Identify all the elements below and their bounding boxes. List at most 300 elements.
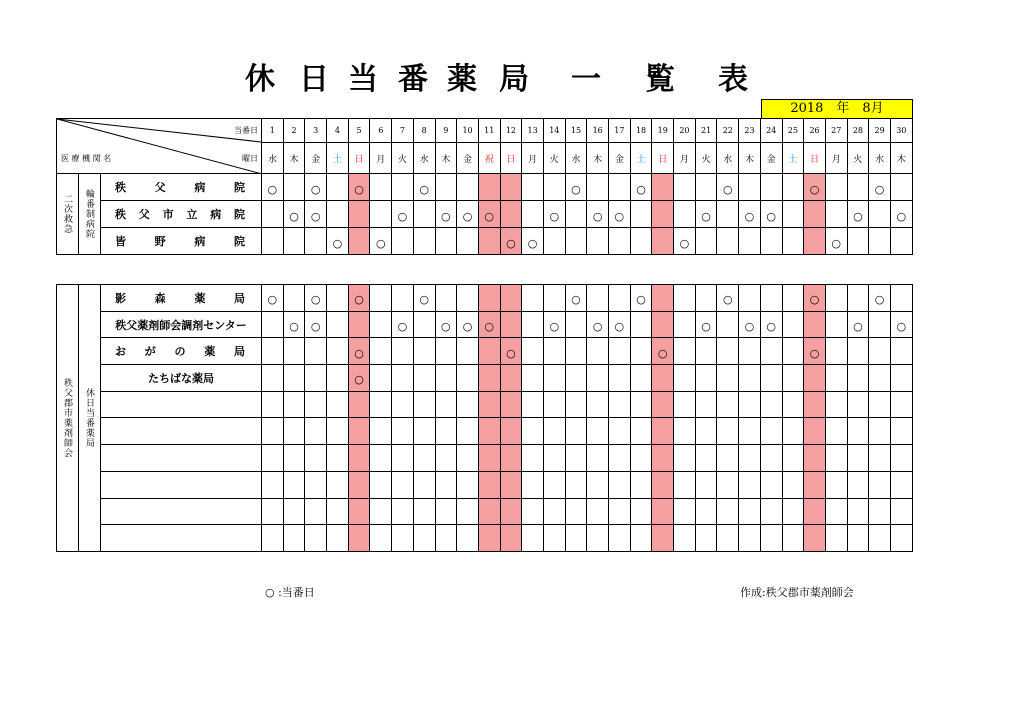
day-cell	[543, 525, 565, 552]
weekday: 日	[348, 143, 370, 174]
day-cell	[825, 174, 847, 201]
day-number: 28	[847, 119, 869, 143]
day-cell	[587, 498, 609, 525]
day-cell	[890, 311, 912, 338]
day-cell	[565, 445, 587, 472]
day-cell	[262, 338, 284, 365]
day-cell	[565, 311, 587, 338]
day-cell	[890, 174, 912, 201]
day-cell	[522, 201, 544, 228]
day-cell	[348, 201, 370, 228]
day-cell	[262, 201, 284, 228]
name-char: 院	[233, 235, 245, 248]
day-cell	[348, 471, 370, 498]
institution-name	[101, 201, 262, 228]
duty-mark: ○	[549, 320, 560, 334]
day-cell	[283, 418, 305, 445]
duty-mark: ○	[853, 209, 863, 223]
institution-name	[101, 445, 262, 472]
day-cell	[478, 228, 500, 255]
day-cell	[717, 365, 739, 392]
day-cell	[262, 228, 284, 255]
day-cell	[782, 418, 804, 445]
duty-mark: ○	[310, 320, 321, 334]
day-number: 10	[457, 119, 479, 143]
day-cell	[717, 338, 739, 365]
table-row	[57, 338, 913, 365]
day-cell	[825, 391, 847, 418]
day-cell	[825, 498, 847, 525]
day-cell	[890, 471, 912, 498]
day-cell	[522, 498, 544, 525]
institution-name-text	[101, 179, 261, 195]
day-cell	[413, 445, 435, 472]
day-cell	[370, 498, 392, 525]
table-row	[57, 365, 913, 392]
day-cell	[565, 391, 587, 418]
day-cell	[543, 228, 565, 255]
day-cell	[478, 285, 500, 312]
duty-mark: ○	[484, 209, 495, 223]
day-cell	[782, 391, 804, 418]
day-number: 9	[435, 119, 457, 143]
day-cell	[609, 365, 631, 392]
duty-mark: ○	[354, 293, 364, 307]
day-cell	[674, 445, 696, 472]
day-number: 5	[348, 119, 370, 143]
day-number: 12	[500, 119, 522, 143]
day-cell	[565, 285, 587, 312]
author-credit: 作成:秩父郡市薬剤師会	[740, 586, 854, 599]
name-char: 局	[233, 291, 245, 305]
day-cell	[262, 391, 284, 418]
day-number: 8	[413, 119, 435, 143]
weekday: 木	[283, 143, 305, 174]
day-cell	[543, 418, 565, 445]
day-cell	[435, 338, 457, 365]
day-cell	[565, 174, 587, 201]
day-cell	[522, 285, 544, 312]
day-number: 6	[370, 119, 392, 143]
day-cell	[890, 201, 912, 228]
day-cell	[739, 498, 761, 525]
duty-mark: ○	[354, 346, 364, 360]
day-cell	[522, 228, 544, 255]
day-cell	[435, 445, 457, 472]
day-cell	[587, 445, 609, 472]
day-cell	[305, 174, 327, 201]
day-cell	[413, 311, 435, 338]
table-row	[57, 445, 913, 472]
day-cell	[262, 445, 284, 472]
day-cell	[543, 445, 565, 472]
duty-mark: ○	[809, 293, 820, 307]
day-number: 1	[262, 119, 284, 143]
day-cell	[500, 445, 522, 472]
day-cell	[782, 201, 804, 228]
day-cell	[782, 311, 804, 338]
day-cell	[348, 525, 370, 552]
day-cell	[847, 391, 869, 418]
day-cell	[543, 365, 565, 392]
day-cell	[847, 228, 869, 255]
day-cell	[652, 525, 674, 552]
day-cell	[327, 338, 349, 365]
day-cell	[305, 525, 327, 552]
weekday: 祝	[478, 143, 500, 174]
day-cell	[565, 365, 587, 392]
day-cell	[674, 418, 696, 445]
day-cell	[782, 498, 804, 525]
day-cell	[587, 201, 609, 228]
duty-mark: ○	[527, 236, 538, 250]
weekday: 月	[674, 143, 696, 174]
day-cell	[435, 311, 457, 338]
day-cell	[262, 525, 284, 552]
day-cell	[413, 338, 435, 365]
day-number: 30	[890, 119, 912, 143]
day-cell	[435, 498, 457, 525]
duty-mark: ○	[571, 182, 581, 196]
day-number: 13	[522, 119, 544, 143]
table-row	[57, 391, 913, 418]
institution-name	[101, 338, 262, 365]
day-cell	[283, 338, 305, 365]
day-cell	[478, 338, 500, 365]
day-cell	[457, 201, 479, 228]
weekday: 木	[587, 143, 609, 174]
day-cell	[305, 471, 327, 498]
day-cell	[305, 498, 327, 525]
day-cell	[543, 201, 565, 228]
duty-mark: ○	[614, 320, 625, 334]
day-cell	[630, 391, 652, 418]
name-char: 病	[210, 208, 222, 221]
institution-label: 医 療 機 関 名	[61, 154, 112, 163]
day-cell	[348, 498, 370, 525]
day-cell	[804, 445, 826, 472]
day-cell	[348, 311, 370, 338]
day-number: 11	[478, 119, 500, 143]
day-cell	[392, 285, 414, 312]
day-cell	[630, 228, 652, 255]
duty-mark: ○	[853, 320, 863, 334]
day-cell	[370, 285, 392, 312]
diagonal-lines	[57, 119, 262, 174]
day-cell	[825, 418, 847, 445]
day-cell	[782, 338, 804, 365]
duty-mark: ○	[506, 346, 516, 360]
day-cell	[739, 338, 761, 365]
duty-mark: ○	[462, 209, 473, 223]
day-cell	[869, 391, 891, 418]
day-cell	[587, 174, 609, 201]
day-cell	[695, 338, 717, 365]
duty-mark: ○	[397, 209, 408, 223]
title-char: 休	[245, 62, 275, 97]
duty-mark: ○	[744, 209, 755, 223]
day-cell	[609, 498, 631, 525]
day-cell	[370, 365, 392, 392]
day-cell	[630, 201, 652, 228]
day-cell	[674, 311, 696, 338]
duty-mark: ○	[419, 182, 429, 196]
day-cell	[609, 201, 631, 228]
table-row	[57, 498, 913, 525]
duty-mark: ○	[636, 293, 646, 307]
day-cell	[543, 471, 565, 498]
name-char: 秩	[115, 181, 126, 194]
day-cell	[630, 471, 652, 498]
day-cell	[587, 228, 609, 255]
day-cell	[413, 418, 435, 445]
institution-name	[101, 498, 262, 525]
day-cell	[500, 201, 522, 228]
day-cell	[457, 471, 479, 498]
day-cell	[457, 285, 479, 312]
weekday: 水	[262, 143, 284, 174]
day-cell	[782, 525, 804, 552]
day-cell	[804, 311, 826, 338]
institution-name: 秩父薬剤師会調剤センター	[101, 311, 262, 338]
duty-mark: ○	[766, 209, 776, 223]
day-number: 25	[782, 119, 804, 143]
duty-mark: ○	[549, 209, 560, 223]
day-cell	[435, 525, 457, 552]
day-cell	[739, 525, 761, 552]
day-cell	[543, 174, 565, 201]
day-cell	[392, 391, 414, 418]
day-cell	[782, 365, 804, 392]
day-cell	[305, 365, 327, 392]
duty-mark: ○	[809, 346, 820, 360]
day-cell	[283, 498, 305, 525]
day-cell	[717, 228, 739, 255]
day-cell	[478, 418, 500, 445]
duty-mark: ○	[267, 293, 278, 307]
duty-mark: ○	[831, 236, 842, 250]
day-cell	[804, 338, 826, 365]
duty-mark: ○	[354, 373, 364, 387]
day-cell	[565, 201, 587, 228]
day-cell	[609, 285, 631, 312]
day-cell	[370, 445, 392, 472]
day-cell	[782, 174, 804, 201]
weekday: 水	[717, 143, 739, 174]
day-cell	[413, 391, 435, 418]
day-cell	[500, 174, 522, 201]
institution-name	[101, 418, 262, 445]
day-cell	[500, 338, 522, 365]
day-cell	[435, 201, 457, 228]
day-cell	[630, 174, 652, 201]
day-cell	[890, 445, 912, 472]
day-cell	[413, 285, 435, 312]
day-cell	[500, 498, 522, 525]
duty-mark: ○	[375, 236, 386, 250]
day-cell	[652, 285, 674, 312]
day-cell	[609, 445, 631, 472]
day-cell	[500, 391, 522, 418]
day-cell	[825, 201, 847, 228]
day-cell	[674, 471, 696, 498]
day-cell	[847, 418, 869, 445]
day-cell	[283, 285, 305, 312]
subgroup-label	[79, 174, 101, 255]
day-cell	[305, 418, 327, 445]
diagonal-header-cell	[57, 119, 262, 174]
day-number: 26	[804, 119, 826, 143]
page-title	[0, 58, 1024, 102]
day-number: 18	[630, 119, 652, 143]
day-cell	[804, 174, 826, 201]
day-cell	[435, 365, 457, 392]
day-cell	[457, 498, 479, 525]
day-cell	[847, 201, 869, 228]
day-number: 16	[587, 119, 609, 143]
duty-mark: ○	[722, 293, 733, 307]
title-char: 番	[398, 62, 428, 97]
day-cell	[587, 525, 609, 552]
day-cell	[413, 365, 435, 392]
name-char: 薬	[194, 291, 206, 305]
day-cell	[804, 498, 826, 525]
duty-mark: ○	[441, 209, 451, 223]
day-cell	[782, 285, 804, 312]
day-cell	[652, 418, 674, 445]
name-char: 野	[154, 235, 166, 248]
day-cell	[674, 525, 696, 552]
pharmacy-duty-table	[56, 284, 913, 552]
day-cell	[478, 525, 500, 552]
day-cell	[392, 445, 414, 472]
day-cell	[327, 525, 349, 552]
duty-mark: ○	[592, 209, 603, 223]
day-number: 14	[543, 119, 565, 143]
day-cell	[305, 391, 327, 418]
day-cell	[804, 391, 826, 418]
day-cell	[435, 285, 457, 312]
day-cell	[609, 391, 631, 418]
institution-name	[101, 471, 262, 498]
day-cell	[869, 174, 891, 201]
duty-mark: ○	[592, 320, 603, 334]
day-cell	[543, 338, 565, 365]
day-number: 4	[327, 119, 349, 143]
day-cell	[587, 311, 609, 338]
weekday: 月	[825, 143, 847, 174]
day-cell	[543, 285, 565, 312]
day-cell	[413, 525, 435, 552]
name-char: 森	[154, 291, 166, 305]
table-row	[57, 201, 913, 228]
day-cell	[760, 338, 782, 365]
day-cell	[739, 285, 761, 312]
day-number: 19	[652, 119, 674, 143]
day-cell	[327, 228, 349, 255]
day-cell	[435, 174, 457, 201]
day-cell	[543, 311, 565, 338]
weekday: 金	[609, 143, 631, 174]
day-cell	[630, 525, 652, 552]
day-cell	[630, 418, 652, 445]
day-cell	[305, 285, 327, 312]
day-cell	[478, 201, 500, 228]
duty-mark: ○	[614, 209, 625, 223]
day-cell	[717, 311, 739, 338]
day-cell	[587, 391, 609, 418]
duty-mark: ○	[354, 182, 364, 196]
day-cell	[825, 311, 847, 338]
day-cell	[847, 338, 869, 365]
day-number: 15	[565, 119, 587, 143]
day-cell	[435, 418, 457, 445]
day-cell	[739, 365, 761, 392]
duty-mark: ○	[701, 209, 711, 223]
day-cell	[370, 525, 392, 552]
day-cell	[739, 174, 761, 201]
day-cell	[478, 174, 500, 201]
day-cell	[348, 418, 370, 445]
name-char: の	[174, 345, 186, 359]
day-cell	[609, 471, 631, 498]
duty-mark: ○	[462, 320, 473, 334]
day-cell	[500, 418, 522, 445]
day-cell	[305, 338, 327, 365]
day-number: 3	[305, 119, 327, 143]
duty-mark: ○	[484, 320, 495, 334]
day-cell	[609, 311, 631, 338]
day-number: 17	[609, 119, 631, 143]
weekday: 月	[522, 143, 544, 174]
day-cell	[782, 228, 804, 255]
table-row	[57, 174, 913, 201]
day-cell	[825, 471, 847, 498]
day-cell	[760, 391, 782, 418]
day-cell	[847, 445, 869, 472]
name-char: 病	[194, 181, 206, 194]
day-cell	[348, 445, 370, 472]
day-cell	[565, 228, 587, 255]
day-cell	[305, 445, 327, 472]
weekday: 金	[760, 143, 782, 174]
day-cell	[392, 174, 414, 201]
day-cell	[652, 498, 674, 525]
day-cell	[869, 285, 891, 312]
day-cell	[522, 338, 544, 365]
day-cell	[327, 471, 349, 498]
day-cell	[283, 174, 305, 201]
duty-mark: ○	[267, 182, 278, 196]
day-cell	[262, 285, 284, 312]
day-cell	[500, 525, 522, 552]
duty-mark: ○	[506, 236, 516, 250]
day-number: 27	[825, 119, 847, 143]
day-cell	[760, 525, 782, 552]
day-number: 29	[869, 119, 891, 143]
day-cell	[630, 498, 652, 525]
day-cell	[327, 365, 349, 392]
day-number: 23	[739, 119, 761, 143]
day-cell	[825, 445, 847, 472]
day-cell	[609, 338, 631, 365]
day-cell	[609, 228, 631, 255]
day-cell	[500, 365, 522, 392]
duty-mark: ○	[809, 182, 820, 196]
day-cell	[674, 285, 696, 312]
weekday: 火	[392, 143, 414, 174]
duty-mark: ○	[289, 320, 299, 334]
